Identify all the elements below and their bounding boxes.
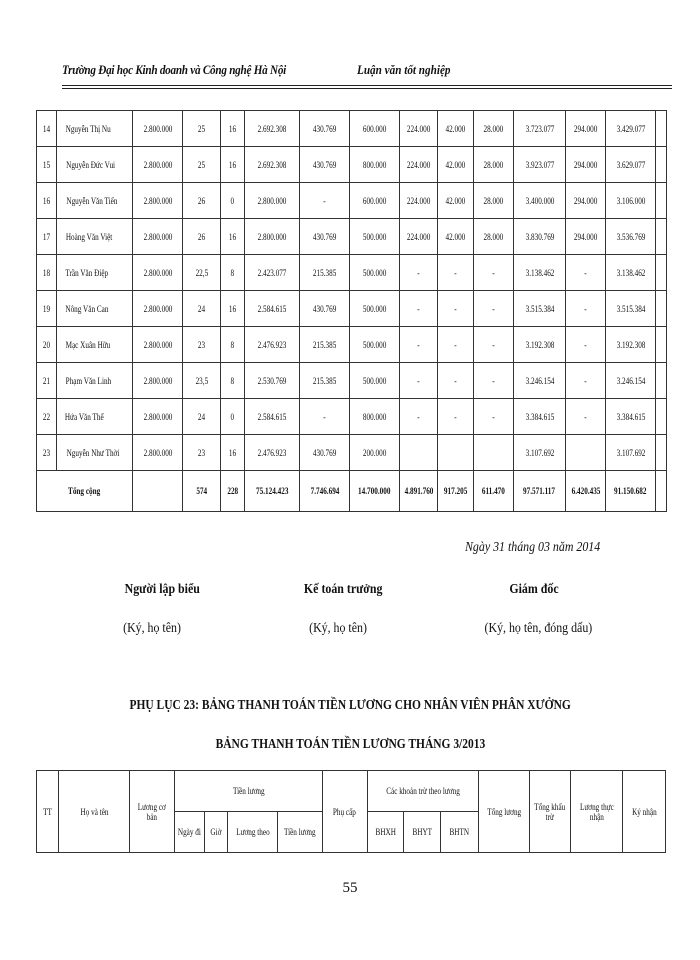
header-thesis: Luận văn tốt nghiệp bbox=[357, 62, 451, 77]
table-cell: 224.000 bbox=[400, 111, 438, 147]
table-cell: 16 bbox=[37, 183, 57, 219]
table-cell: 3.400.000 bbox=[514, 183, 566, 219]
table-cell: - bbox=[400, 327, 438, 363]
table-cell: 28.000 bbox=[474, 219, 514, 255]
table-cell: 3.246.154 bbox=[514, 363, 566, 399]
employee-name-cell: Nguyễn Đức Vui bbox=[57, 147, 133, 183]
table-cell: - bbox=[438, 327, 474, 363]
table-cell: - bbox=[474, 291, 514, 327]
col-signature: Ký nhận bbox=[623, 771, 666, 853]
total-cell: 75.124.423 bbox=[245, 471, 300, 512]
table-cell bbox=[474, 435, 514, 471]
total-cell bbox=[133, 471, 183, 512]
total-cell: 228 bbox=[221, 471, 245, 512]
table-cell: 2.800.000 bbox=[133, 291, 183, 327]
table-cell: 42.000 bbox=[438, 111, 474, 147]
table-cell: 2.692.308 bbox=[245, 111, 300, 147]
table-cell: 8 bbox=[221, 255, 245, 291]
signature-title-preparer: Người lập biểu bbox=[124, 582, 200, 597]
table-cell: 430.769 bbox=[300, 291, 350, 327]
table-cell: - bbox=[474, 399, 514, 435]
table-row bbox=[37, 183, 667, 219]
table-cell: 19 bbox=[37, 291, 57, 327]
table-cell: 3.138.462 bbox=[514, 255, 566, 291]
signature-note-chief-accountant: (Ký, họ tên) bbox=[309, 621, 367, 636]
employee-name-cell: Mạc Xuân Hữu bbox=[57, 327, 133, 363]
table-cell: - bbox=[438, 363, 474, 399]
table-cell: 23 bbox=[37, 435, 57, 471]
table-cell: 42.000 bbox=[438, 219, 474, 255]
col-hours: Giờ bbox=[205, 812, 227, 853]
table-cell: 2.584.615 bbox=[245, 291, 300, 327]
employee-name-cell: Nông Văn Can bbox=[57, 291, 133, 327]
table-cell: - bbox=[300, 183, 350, 219]
table-cell: 25 bbox=[183, 147, 221, 183]
table-cell: 2.800.000 bbox=[133, 219, 183, 255]
table-cell: 16 bbox=[221, 111, 245, 147]
table-cell: 3.138.462 bbox=[606, 255, 656, 291]
signature-title-chief-accountant: Kế toán trưởng bbox=[303, 582, 383, 597]
total-cell: 7.746.694 bbox=[300, 471, 350, 512]
table-cell: 28.000 bbox=[474, 183, 514, 219]
table-cell: 25 bbox=[183, 111, 221, 147]
employee-name-cell: Phạm Văn Linh bbox=[57, 363, 133, 399]
table-cell: 26 bbox=[183, 183, 221, 219]
table-cell: 2.800.000 bbox=[133, 435, 183, 471]
table-cell: 800.000 bbox=[350, 147, 400, 183]
table-cell: 215.385 bbox=[300, 327, 350, 363]
total-cell: 6.420.435 bbox=[566, 471, 606, 512]
total-cell: 97.571.117 bbox=[514, 471, 566, 512]
table-subtitle: BẢNG THANH TOÁN TIỀN LƯƠNG THÁNG 3/2013 bbox=[215, 737, 485, 752]
table-cell: 500.000 bbox=[350, 291, 400, 327]
table-cell: 2.800.000 bbox=[133, 363, 183, 399]
table-cell: - bbox=[438, 291, 474, 327]
table-cell: 2.476.923 bbox=[245, 435, 300, 471]
table-cell: 3.106.000 bbox=[606, 183, 656, 219]
table-cell bbox=[656, 219, 667, 255]
table-cell: 15 bbox=[37, 147, 57, 183]
table-cell: 3.515.384 bbox=[514, 291, 566, 327]
table-cell: 224.000 bbox=[400, 219, 438, 255]
table-cell: - bbox=[566, 255, 606, 291]
table-cell: 16 bbox=[221, 291, 245, 327]
table-cell: 3.192.308 bbox=[606, 327, 656, 363]
table-cell: 2.530.769 bbox=[245, 363, 300, 399]
table-cell: - bbox=[474, 327, 514, 363]
total-cell: 611.470 bbox=[474, 471, 514, 512]
col-name: Họ và tên bbox=[59, 771, 130, 853]
table-cell: 2.800.000 bbox=[133, 255, 183, 291]
table-cell: 0 bbox=[221, 183, 245, 219]
col-group-deductions: Các khoản trừ theo lương bbox=[367, 771, 479, 812]
table-cell: 2.800.000 bbox=[133, 399, 183, 435]
table-cell: 2.800.000 bbox=[133, 147, 183, 183]
table-cell: 200.000 bbox=[350, 435, 400, 471]
table-cell: 294.000 bbox=[566, 111, 606, 147]
table-cell: 28.000 bbox=[474, 111, 514, 147]
table-cell: - bbox=[566, 291, 606, 327]
page-number: 55 bbox=[342, 880, 358, 896]
table-row bbox=[37, 435, 667, 471]
date-line: Ngày 31 tháng 03 năm 2014 bbox=[465, 540, 601, 555]
col-net-salary: Lương thực nhận bbox=[570, 771, 623, 853]
total-cell bbox=[656, 471, 667, 512]
col-bhxh: BHXH bbox=[367, 812, 404, 853]
table-cell: 0 bbox=[221, 399, 245, 435]
table-cell: 500.000 bbox=[350, 219, 400, 255]
table-cell: 28.000 bbox=[474, 147, 514, 183]
table-cell: - bbox=[474, 255, 514, 291]
table-cell: - bbox=[400, 291, 438, 327]
table-cell bbox=[656, 147, 667, 183]
col-allowance: Phụ cấp bbox=[323, 771, 368, 853]
table-cell: 22 bbox=[37, 399, 57, 435]
table-cell: 2.692.308 bbox=[245, 147, 300, 183]
table-cell: 18 bbox=[37, 255, 57, 291]
table-row bbox=[37, 291, 667, 327]
table-cell: 3.192.308 bbox=[514, 327, 566, 363]
table-cell: 24 bbox=[183, 291, 221, 327]
table-cell: 224.000 bbox=[400, 183, 438, 219]
table-cell: 3.384.615 bbox=[514, 399, 566, 435]
header-divider bbox=[62, 85, 672, 86]
table-cell bbox=[656, 327, 667, 363]
table-row bbox=[37, 255, 667, 291]
employee-name-cell: Trần Văn Điệp bbox=[57, 255, 133, 291]
table-cell: - bbox=[474, 363, 514, 399]
total-label: Tổng cộng bbox=[37, 471, 133, 512]
table-cell: 3.429.077 bbox=[606, 111, 656, 147]
table-cell: 17 bbox=[37, 219, 57, 255]
table-cell: 500.000 bbox=[350, 255, 400, 291]
table-cell: 800.000 bbox=[350, 399, 400, 435]
table-cell: 42.000 bbox=[438, 183, 474, 219]
table-cell: - bbox=[300, 399, 350, 435]
table-cell: - bbox=[400, 255, 438, 291]
table-cell: 500.000 bbox=[350, 327, 400, 363]
table-cell: 2.800.000 bbox=[245, 219, 300, 255]
table-cell bbox=[438, 435, 474, 471]
table-row bbox=[37, 111, 667, 147]
appendix-title: PHỤ LỤC 23: BẢNG THANH TOÁN TIỀN LƯƠNG CHO NHÂN VIÊN PHÂN XƯỞNG bbox=[129, 698, 571, 713]
employee-name-cell: Hứa Văn Thể bbox=[57, 399, 133, 435]
payroll-table-continued bbox=[36, 110, 667, 512]
table-row bbox=[37, 327, 667, 363]
table-cell: 3.515.384 bbox=[606, 291, 656, 327]
table-cell: 294.000 bbox=[566, 183, 606, 219]
table-cell: 23 bbox=[183, 327, 221, 363]
table-cell: 3.830.769 bbox=[514, 219, 566, 255]
table-cell: 3.107.692 bbox=[514, 435, 566, 471]
table-cell: 3.629.077 bbox=[606, 147, 656, 183]
employee-name-cell: Nguyễn Văn Tiến bbox=[57, 183, 133, 219]
signature-note-preparer: (Ký, họ tên) bbox=[123, 621, 181, 636]
header-school: Trường Đại học Kinh doanh và Công nghệ Hà Nội bbox=[62, 62, 287, 77]
table-cell: 24 bbox=[183, 399, 221, 435]
table-cell: 3.107.692 bbox=[606, 435, 656, 471]
total-cell: 91.150.682 bbox=[606, 471, 656, 512]
table-cell bbox=[656, 111, 667, 147]
table-cell bbox=[656, 435, 667, 471]
col-bhtn: BHTN bbox=[440, 812, 479, 853]
table-cell: 3.384.615 bbox=[606, 399, 656, 435]
payroll-table-header bbox=[36, 770, 666, 853]
table-cell: 3.246.154 bbox=[606, 363, 656, 399]
col-overtime-salary: Tiền lương bbox=[278, 812, 323, 853]
table-cell: 430.769 bbox=[300, 435, 350, 471]
table-cell: 2.423.077 bbox=[245, 255, 300, 291]
table-cell bbox=[656, 291, 667, 327]
table-cell: 430.769 bbox=[300, 147, 350, 183]
table-cell: 14 bbox=[37, 111, 57, 147]
table-cell: - bbox=[566, 363, 606, 399]
table-cell: - bbox=[566, 399, 606, 435]
table-cell: 215.385 bbox=[300, 255, 350, 291]
signature-note-director: (Ký, họ tên, đóng dấu) bbox=[484, 621, 593, 636]
table-cell: 2.584.615 bbox=[245, 399, 300, 435]
table-cell: 23,5 bbox=[183, 363, 221, 399]
table-cell: 20 bbox=[37, 327, 57, 363]
table-row bbox=[37, 363, 667, 399]
table-cell: 16 bbox=[221, 147, 245, 183]
table-cell: 2.800.000 bbox=[133, 183, 183, 219]
table-cell: 430.769 bbox=[300, 219, 350, 255]
table-cell bbox=[656, 255, 667, 291]
table-cell: 16 bbox=[221, 219, 245, 255]
table-cell: 3.723.077 bbox=[514, 111, 566, 147]
table-cell bbox=[656, 399, 667, 435]
col-bhyt: BHYT bbox=[404, 812, 441, 853]
table-cell bbox=[566, 435, 606, 471]
col-total-salary: Tổng lương bbox=[479, 771, 530, 853]
total-row bbox=[37, 471, 667, 512]
table-cell: - bbox=[566, 327, 606, 363]
col-group-salary: Tiền lương bbox=[174, 771, 322, 812]
table-cell: - bbox=[400, 363, 438, 399]
col-total-deductions: Tổng khấu trừ bbox=[529, 771, 570, 853]
total-cell: 14.700.000 bbox=[350, 471, 400, 512]
table-cell: 23 bbox=[183, 435, 221, 471]
employee-name-cell: Hoàng Văn Việt bbox=[57, 219, 133, 255]
table-cell: 22,5 bbox=[183, 255, 221, 291]
total-cell: 574 bbox=[183, 471, 221, 512]
table-cell: 430.769 bbox=[300, 111, 350, 147]
table-cell bbox=[656, 183, 667, 219]
table-cell: 500.000 bbox=[350, 363, 400, 399]
table-cell: 16 bbox=[221, 435, 245, 471]
table-cell: 600.000 bbox=[350, 111, 400, 147]
table-cell: 3.923.077 bbox=[514, 147, 566, 183]
table-cell: - bbox=[438, 399, 474, 435]
table-cell: 2.476.923 bbox=[245, 327, 300, 363]
table-cell: - bbox=[400, 399, 438, 435]
signature-title-director: Giám đốc bbox=[509, 582, 559, 597]
total-cell: 917.205 bbox=[438, 471, 474, 512]
table-cell: 294.000 bbox=[566, 219, 606, 255]
table-cell: 600.000 bbox=[350, 183, 400, 219]
total-cell: 4.891.760 bbox=[400, 471, 438, 512]
table-cell: 224.000 bbox=[400, 147, 438, 183]
table-cell: 8 bbox=[221, 363, 245, 399]
table-row bbox=[37, 399, 667, 435]
col-days: Ngày đi bbox=[174, 812, 204, 853]
employee-name-cell: Nguyễn Thị Nu bbox=[57, 111, 133, 147]
table-cell: 8 bbox=[221, 327, 245, 363]
table-cell: 215.385 bbox=[300, 363, 350, 399]
employee-name-cell: Nguyễn Như Thời bbox=[57, 435, 133, 471]
col-base-salary: Lương cơ bản bbox=[130, 771, 175, 853]
header-divider-thin bbox=[62, 88, 672, 89]
table-cell: 2.800.000 bbox=[133, 111, 183, 147]
table-cell: 21 bbox=[37, 363, 57, 399]
table-row bbox=[37, 147, 667, 183]
table-cell: 2.800.000 bbox=[133, 327, 183, 363]
table-cell: 26 bbox=[183, 219, 221, 255]
table-cell: - bbox=[438, 255, 474, 291]
col-tt: TT bbox=[37, 771, 59, 853]
table-cell: 42.000 bbox=[438, 147, 474, 183]
table-row bbox=[37, 219, 667, 255]
col-time-salary: Lương theo bbox=[227, 812, 278, 853]
table-cell: 2.800.000 bbox=[245, 183, 300, 219]
table-cell: 294.000 bbox=[566, 147, 606, 183]
table-cell bbox=[656, 363, 667, 399]
table-cell: 3.536.769 bbox=[606, 219, 656, 255]
table-cell bbox=[400, 435, 438, 471]
